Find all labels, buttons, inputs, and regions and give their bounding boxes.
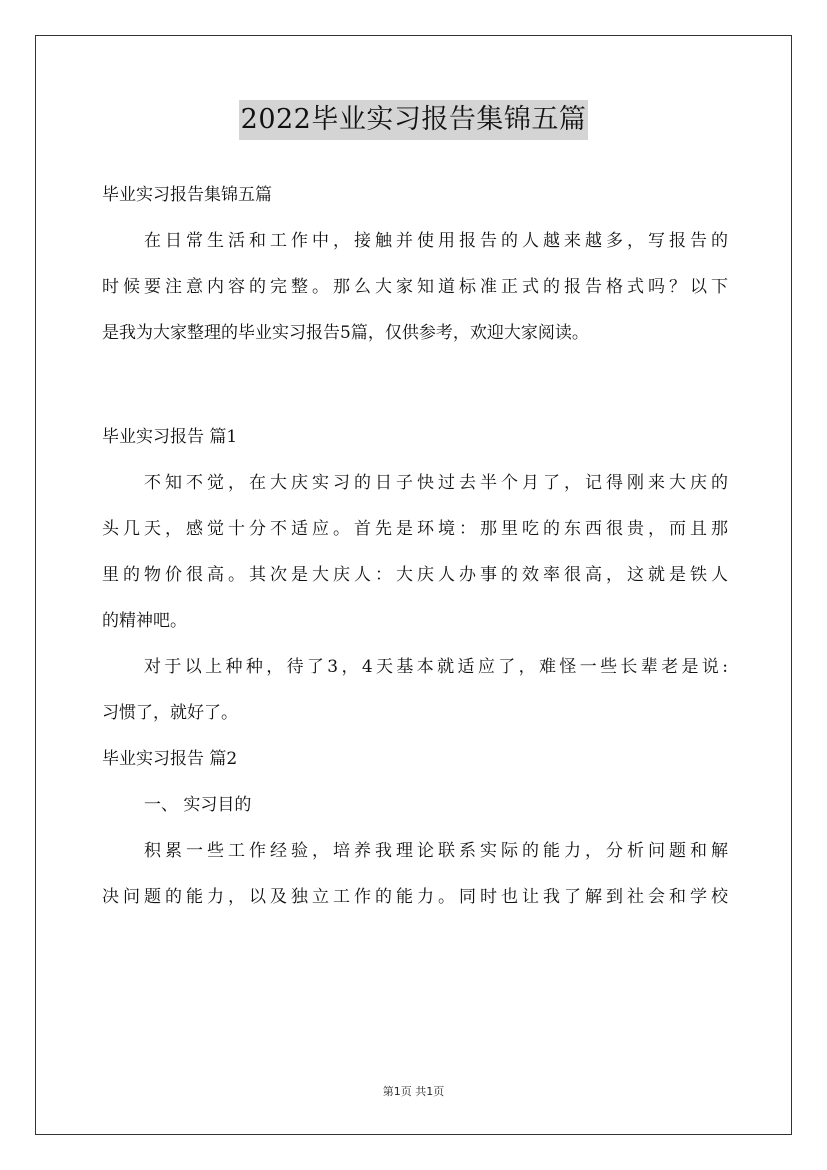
title-wrap xyxy=(0,100,827,140)
section1-para2-line: 习惯了，就好了。 xyxy=(102,703,238,723)
section1-para1-line: 的精神吧。 xyxy=(102,611,187,631)
section1-para1-line: 不知不觉，在大庆实习的日子快过去半个月了，记得刚来大庆的 xyxy=(144,473,728,493)
section2-heading: 毕业实习报告 篇2 xyxy=(102,749,238,769)
intro-line: 在日常生活和工作中，接触并使用报告的人越来越多，写报告的 xyxy=(144,231,728,251)
section1-heading: 毕业实习报告 篇1 xyxy=(102,427,238,447)
document-subtitle: 毕业实习报告集锦五篇 xyxy=(102,185,272,205)
section1-para1-line: 里的物价很高。其次是大庆人：大庆人办事的效率很高，这就是铁人 xyxy=(102,565,728,585)
section2-item1: 一、 实习目的 xyxy=(144,795,252,815)
section1-para2-line: 对于以上种种，待了3，4天基本就适应了，难怪一些长辈老是说: xyxy=(144,657,728,677)
section1-para1-line: 头几天，感觉十分不适应。首先是环境：那里吃的东西很贵，而且那 xyxy=(102,519,728,539)
intro-line: 时候要注意内容的完整。那么大家知道标准正式的报告格式吗？以下 xyxy=(102,277,728,297)
section2-para1-line: 积累一些工作经验，培养我理论联系实际的能力，分析问题和解 xyxy=(144,841,728,861)
section2-para1-line: 决问题的能力，以及独立工作的能力。同时也让我了解到社会和学校 xyxy=(102,887,728,907)
document-body xyxy=(102,172,728,920)
document-title: 2022毕业实习报告集锦五篇 xyxy=(239,100,589,140)
intro-line: 是我为大家整理的毕业实习报告5篇，仅供参考，欢迎大家阅读。 xyxy=(102,323,589,343)
page-footer: 第1页 共1页 xyxy=(382,1085,445,1098)
section-gap xyxy=(102,356,728,414)
